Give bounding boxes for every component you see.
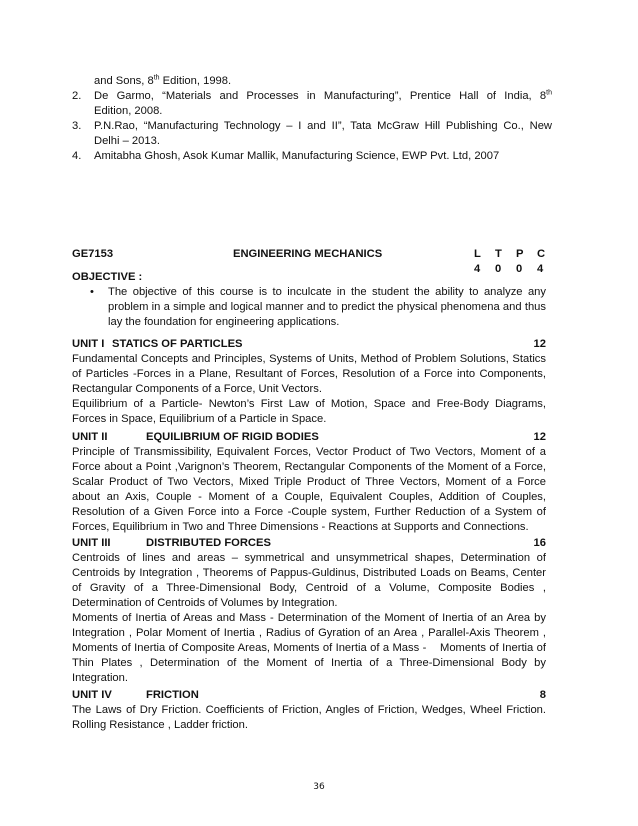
ltpc-l-value: 4 (474, 263, 481, 275)
unit-label: UNIT III (72, 537, 111, 549)
ltpc-p-value: 0 (516, 263, 523, 275)
reference-number: 3. (72, 120, 82, 132)
unit-4-paragraph-1: The Laws of Dry Friction. Coefficients of Friction, Angles of Friction, Wedges, Wheel Friction. Rolling Resistance , Ladder friction. (72, 704, 546, 731)
unit-hours: 12 (533, 431, 546, 443)
course-title: ENGINEERING MECHANICS (233, 248, 383, 260)
reference-text: Edition, 1998. (159, 75, 232, 87)
reference-text: Delhi – 2013. (94, 135, 160, 147)
unit-2-heading (72, 430, 546, 445)
unit-label: UNIT I (72, 338, 105, 350)
ltpc-c-value: 4 (537, 263, 544, 275)
unit-label: UNIT II (72, 431, 108, 443)
unit-2-paragraph-1: Principle of Transmissibility, Equivalent Forces, Vector Product of Two Vectors, Moment of a Force about a Point ,Varignon’s Theorem, Rectangular Components of the Moment of a Force, Scalar Product of Two Vectors, Mixed Triple Product of Three Vectors, Moment of a Force about an Axis, Couple - Moment of a Couple, Equivalent Couples, Addition of Couples, Resolution of a Given Force into a Force -Couple system, Further Reduction of a System of Forces, Equilibrium in Two and Three Dimensions - Reactions at Supports and Connections. (72, 446, 546, 533)
ltpc-c: C (537, 248, 546, 260)
objective-text: The objective of this course is to inculcate in the student the ability to analyze any problem in a simple and logical manner and to predict the physical phenomena and thus lay the foundation for engineering applications. (108, 286, 546, 328)
reference-number: 4. (72, 150, 82, 162)
unit-hours: 16 (533, 537, 546, 549)
unit-title: STATICS OF PARTICLES (112, 338, 243, 350)
unit-3-paragraph-2: Moments of Inertia of Areas and Mass - Determination of the Moment of Inertia of an Area by Integration , Polar Moment of Inertia , Radius of Gyration of an Area , Parallel-Axis Theorem , Moments of Inertia of Composite Areas, Moments of Inertia of a Mass - Moments of Inertia of Thin Plates , Determination of the Moment of Inertia of a Three-Dimensional Body by Integration. (72, 612, 546, 684)
course-code: GE7153 (72, 248, 114, 260)
objective-heading: OBJECTIVE : (72, 271, 143, 283)
page-number: 36 (313, 782, 325, 792)
ltpc-t: T (495, 248, 502, 260)
unit-1-paragraph-1: Fundamental Concepts and Principles, Systems of Units, Method of Problem Solutions, Statics of Particles -Forces in a Plane, Resultant of Forces, Resolution of a Force into Components, Rectangular Components of a Force, Unit Vectors. (72, 353, 546, 395)
unit-title: EQUILIBRIUM OF RIGID BODIES (146, 431, 319, 443)
superscript: th (153, 74, 160, 82)
unit-hours: 8 (539, 689, 546, 701)
unit-title: FRICTION (146, 689, 199, 701)
unit-1-heading (72, 337, 546, 352)
reference-text: P.N.Rao, “Manufacturing Technology – I and II”, Tata McGraw Hill Publishing Co., New (94, 120, 552, 132)
unit-hours: 12 (533, 338, 546, 350)
unit-label: UNIT IV (72, 689, 112, 701)
ltpc-p: P (516, 248, 524, 260)
unit-3-heading (72, 536, 546, 551)
ltpc-l: L (474, 248, 481, 260)
objective-bullet: • (90, 286, 94, 298)
reference-text: and Sons, 8 (94, 75, 154, 87)
ltpc-t-value: 0 (495, 263, 502, 275)
reference-number: 2. (72, 90, 82, 102)
unit-title: DISTRIBUTED FORCES (146, 537, 271, 549)
superscript: th (546, 89, 552, 97)
unit-4-heading (72, 688, 546, 703)
reference-text: De Garmo, “Materials and Processes in Manufacturing”, Prentice Hall of India, 8 (94, 90, 547, 102)
unit-3-paragraph-1: Centroids of lines and areas – symmetrical and unsymmetrical shapes, Determination of Centroids by Integration , Theorems of Pappus-Guldinus, Distributed Loads on Beams, Center of Gravity of a Three-Dimensional Body, Centroid of a Volume, Composite Bodies , Determination of Centroids of Volumes by Integration. (72, 552, 546, 609)
unit-1-paragraph-2: Equilibrium of a Particle- Newton’s First Law of Motion, Space and Free-Body Diagrams, Forces in Space, Equilibrium of a Particle in Space. (72, 398, 546, 425)
reference-text: Amitabha Ghosh, Asok Kumar Mallik, Manufacturing Science, EWP Pvt. Ltd, 2007 (94, 150, 500, 162)
reference-text: Edition, 2008. (94, 105, 163, 117)
